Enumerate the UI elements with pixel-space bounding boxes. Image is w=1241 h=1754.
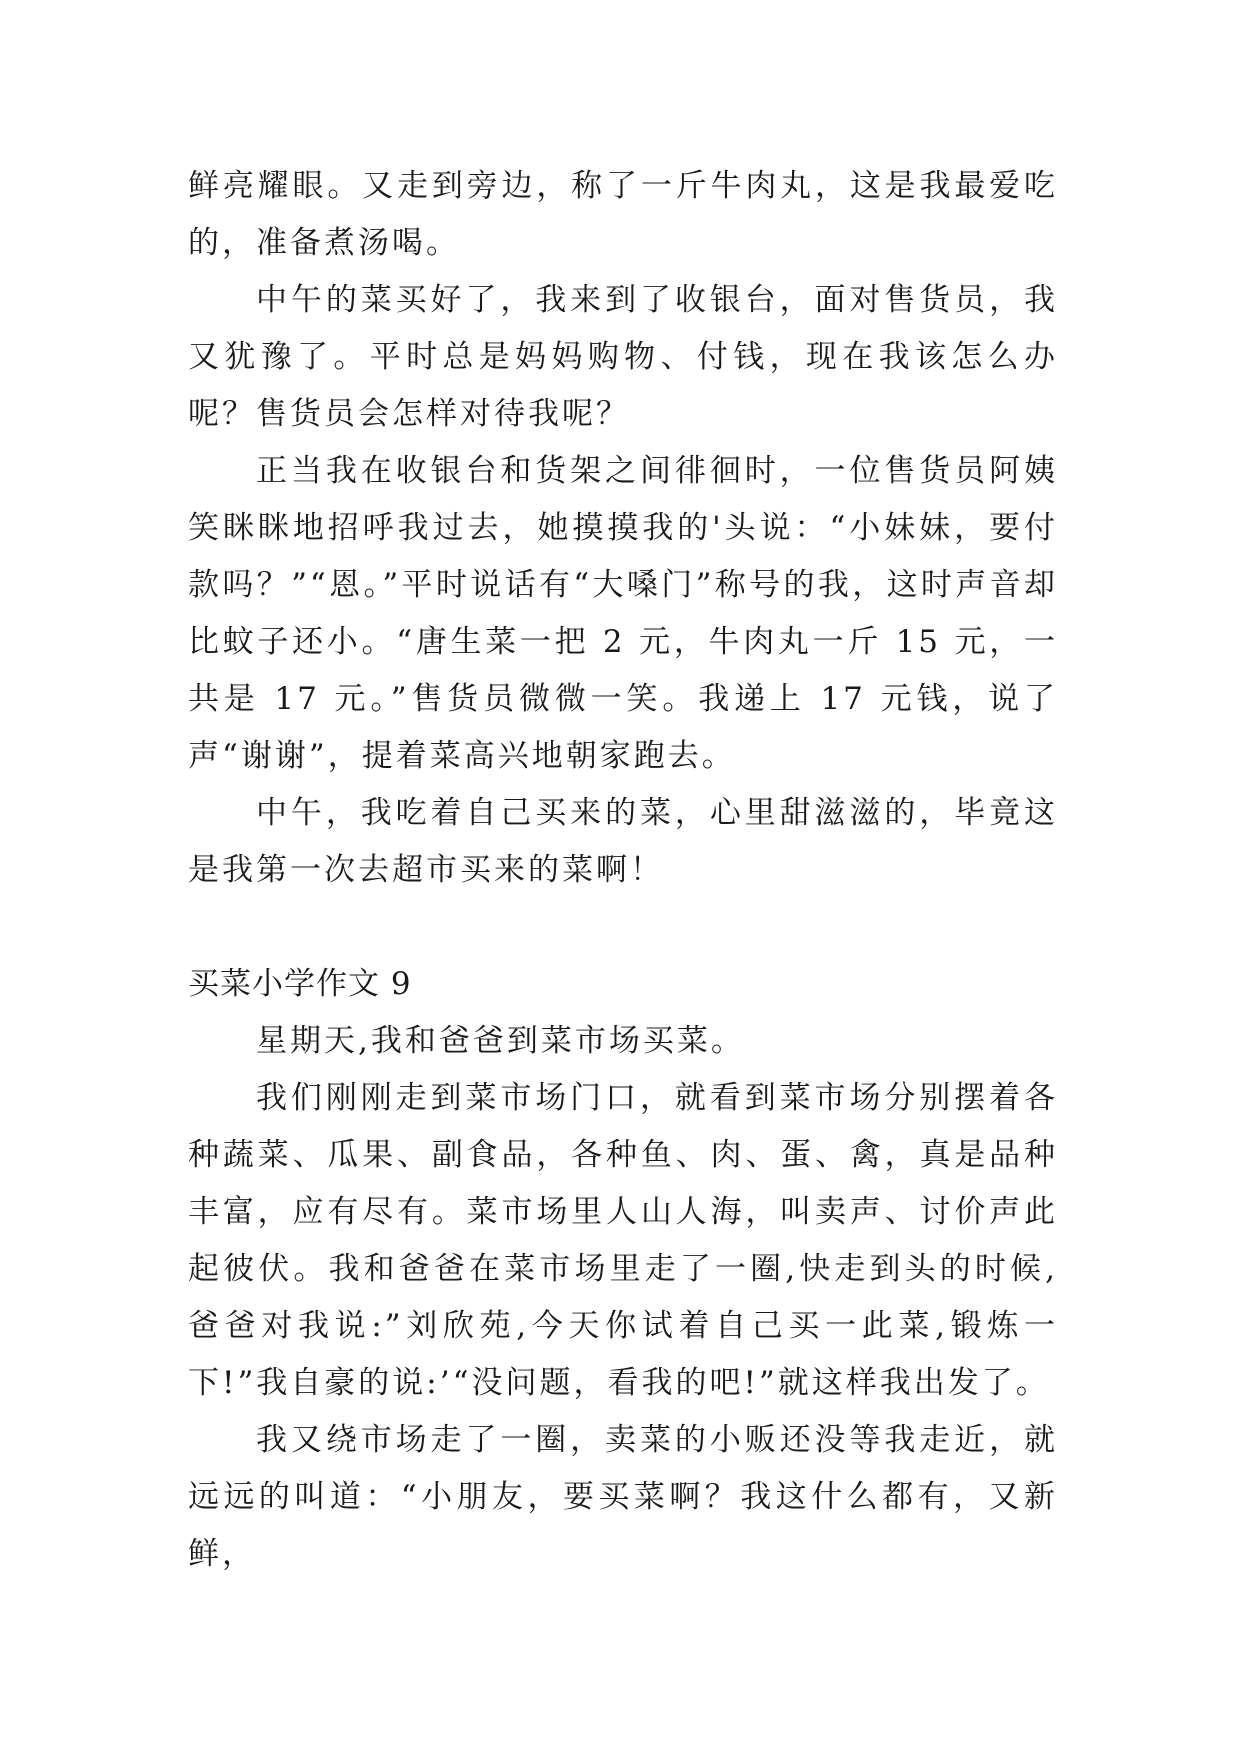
paragraph: 我又绕市场走了一圈，卖菜的小贩还没等我走近，就远远的叫道：“小朋友，要买菜啊？我这什么都有，又新鲜，	[188, 1422, 1058, 1572]
paragraph: 我们刚刚走到菜市场门口，就看到菜市场分别摆着各种蔬菜、瓜果、副食品，各种鱼、肉、蛋、禽，真是品种丰富，应有尽有。菜市场里人山人海，叫卖声、讨价声此起彼伏。我和爸爸在菜市场里走了一圈,快走到头的时候,爸爸对我说:”刘欣苑,今天你试着自己买一此菜,锻炼一下!”我自豪的说:’“没问题，看我的吧!”就这样我出发了。	[188, 1080, 1058, 1401]
document-body	[188, 158, 1058, 1583]
paragraph: 中午的菜买好了，我来到了收银台，面对售货员，我又犹豫了。平时总是妈妈购物、付钱，现在我该怎么办呢？售货员会怎样对待我呢？	[188, 282, 1058, 432]
section-title: 买菜小学作文 9	[188, 966, 412, 1002]
paragraph: 星期天,我和爸爸到菜市场买菜。	[256, 1023, 745, 1059]
paragraph: 鲜亮耀眼。又走到旁边，称了一斤牛肉丸，这是我最爱吃的，准备煮汤喝。	[188, 168, 1058, 261]
paragraph: 正当我在收银台和货架之间徘徊时，一位售货员阿姨笑眯眯地招呼我过去，她摸摸我的'头说：“小妹妹，要付款吗？”“恩。”平时说话有“大嗓门”称号的我，这时声音却比蚊子还小。“唐生菜一把 2 元，牛肉丸一斤 15 元，一共是 17 元。”售货员微微一笑。我递上 17 元钱，说了声“谢谢”，提着菜高兴地朝家跑去。	[188, 453, 1058, 774]
paragraph: 中午，我吃着自己买来的菜，心里甜滋滋的，毕竟这是我第一次去超市买来的菜啊！	[188, 795, 1058, 888]
